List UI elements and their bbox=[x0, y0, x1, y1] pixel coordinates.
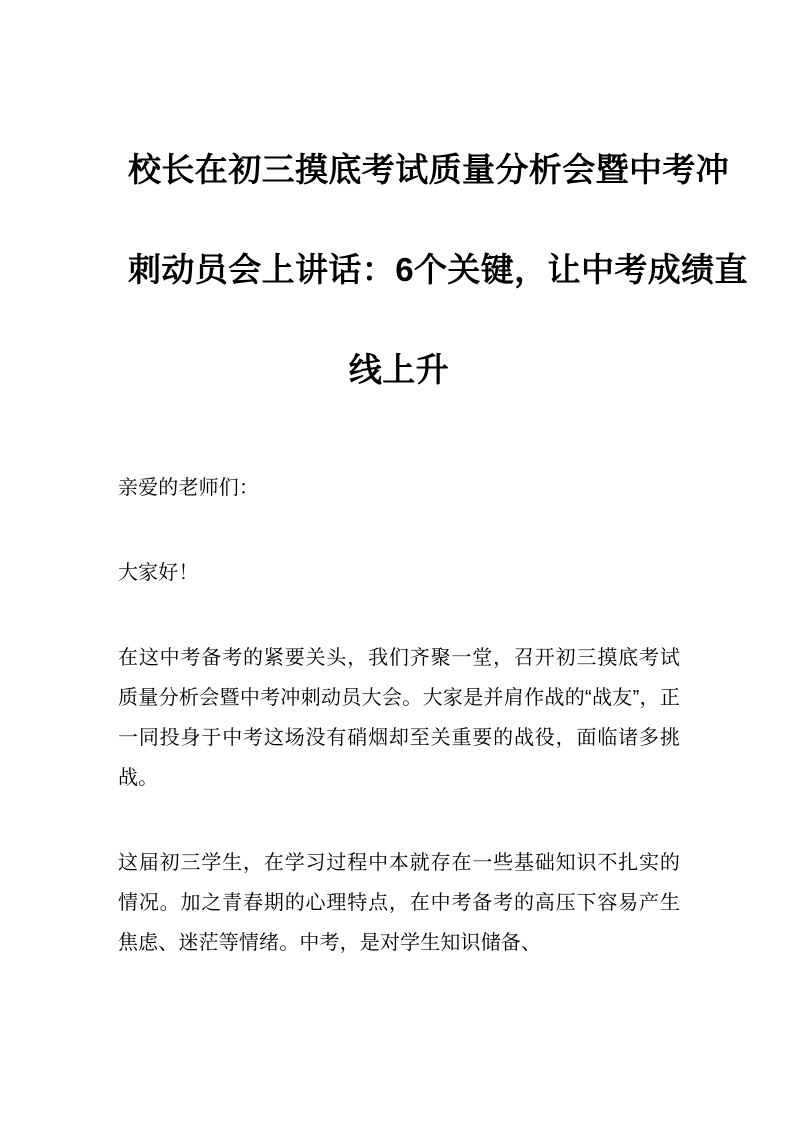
greeting: 大家好！ bbox=[118, 562, 199, 584]
title-line-3: 线上升 bbox=[348, 351, 450, 388]
page-title bbox=[118, 120, 748, 420]
document-content bbox=[118, 120, 748, 963]
salutation: 亲爱的老师们： bbox=[118, 477, 260, 499]
body-paragraph-2: 这届初三学生，在学习过程中本就存在一些基础知识不扎实的情况。加之青春期的心理特点，在中考备考的高压下容易产生焦虑、迷茫等情绪。中考，是对学生知识储备、 bbox=[118, 852, 680, 954]
body-paragraph-1: 在这中考备考的紧要关头，我们齐聚一堂，召开初三摸底考试质量分析会暨中考冲刺动员大会。大家是并肩作战的“战友”，正一同投身于中考这场没有硝烟却至关重要的战役，面临诸多挑战。 bbox=[118, 647, 680, 789]
title-line-1: 校长在初三摸底考试质量分析会暨中考冲 bbox=[128, 151, 730, 188]
document-body bbox=[118, 468, 680, 963]
title-line-2: 刺动员会上讲话：6个关键，让中考成绩直 bbox=[128, 251, 748, 288]
